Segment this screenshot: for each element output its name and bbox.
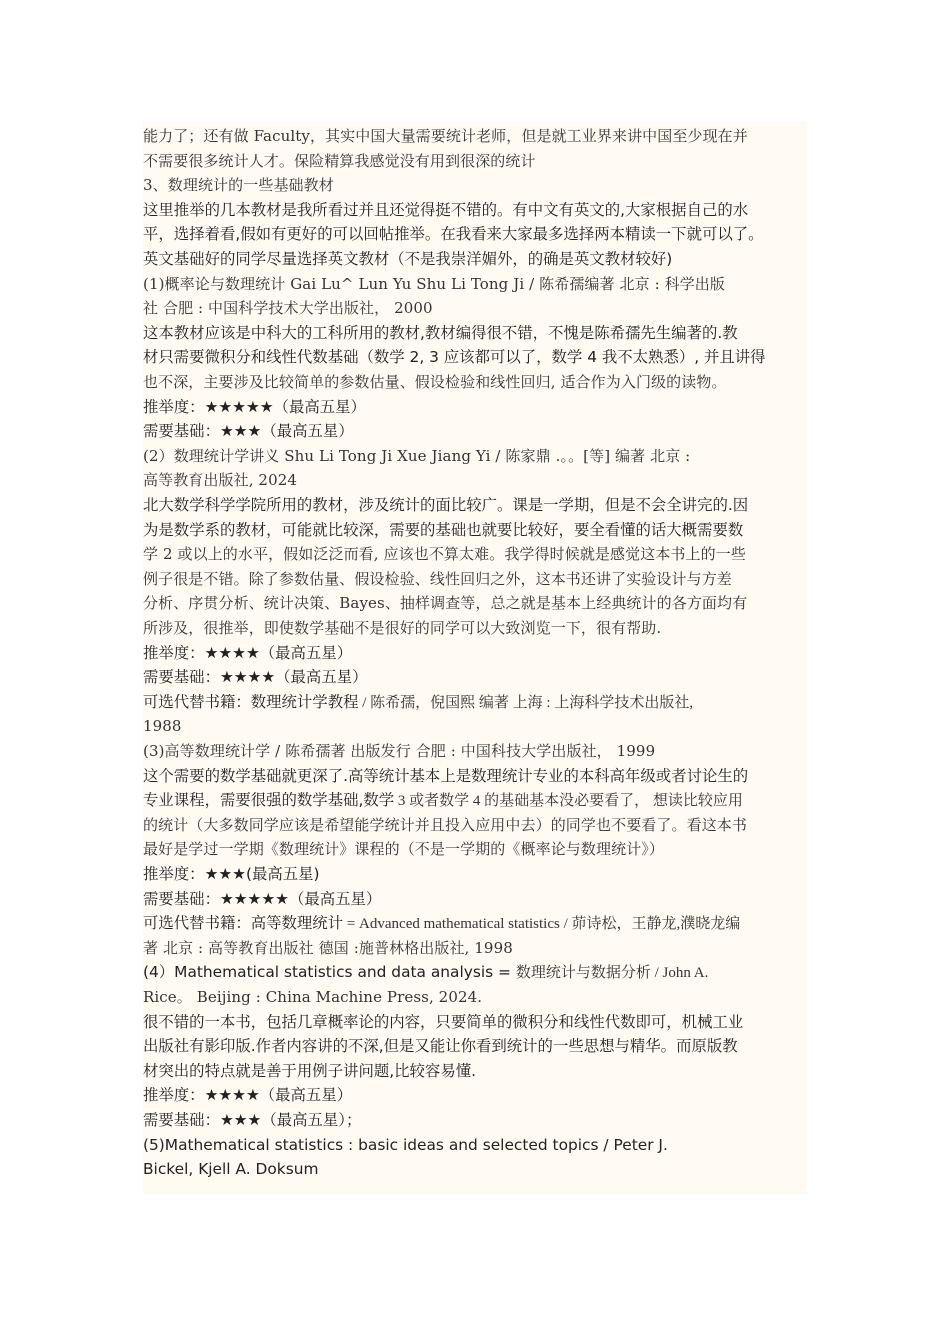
text-line [143, 518, 743, 542]
text-segment: Rice。 Beijing : China Machine Press, 2024. [143, 988, 483, 1006]
text-segment: 推举度：★★★★（最高五星） [143, 1086, 353, 1105]
text-segment: (5)Mathematical statistics : basic ideas and selected topics / Peter J. [143, 1135, 668, 1154]
text-segment: 需要基础：★★★（最高五星） [143, 422, 354, 441]
text-line [143, 345, 766, 369]
text-line [143, 641, 352, 665]
text-segment: 可选代替书籍：高等数理统计 [143, 914, 344, 933]
text-line [143, 739, 655, 763]
text-segment: 平，选择着看,假如有更好的可以回帖推举。在我看来大家最多选择两本精读一下就可以了。 [143, 225, 764, 244]
text-segment: (1)概率论与数理统计 Gai Lu^ Lun Yu Shu Li Tong Ji / 陈希孺编著 北京 : 科学出版 [143, 274, 725, 293]
text-segment: 这个需要的数学基础就更深了.高等统计基本上是数理统计专业的本科高年级或者讨论生的 [143, 766, 749, 785]
text-segment: / 陈希孺，倪国熙 编著 上海 : 上海科学技术出版社, [358, 694, 694, 711]
text-segment: 所涉及，很推举，即使数学基础不是很好的同学可以大致浏览一下，很有帮助. [143, 619, 662, 637]
text-segment: 英文基础好的同学尽量选择英文教材（不是我崇洋媚外，的确是英文教材较好) [143, 250, 673, 268]
text-line [143, 149, 536, 173]
text-line [143, 837, 664, 861]
text-segment: 例子很是不错。除了参数估量、假设检验、线性回归之外，这本书还讲了实验设计与方差 [143, 569, 732, 588]
text-segment: 需要基础：★★★（最高五星）； [143, 1111, 362, 1129]
text-line [143, 1010, 743, 1034]
text-line [143, 764, 748, 788]
text-segment: 可选代替书籍：数理统计学教程 [143, 692, 359, 711]
text-segment: 的统计（大多数同学应该是希望能学统计并且投入应用中去）的同学也不要看了。看这本书 [143, 815, 748, 834]
text-segment: 推举度：★★★(最高五星) [143, 865, 320, 883]
text-segment: 1988 [143, 717, 182, 736]
text-segment: 需要基础：★★★★（最高五星） [143, 668, 368, 687]
text-line [143, 444, 690, 468]
text-line [143, 542, 746, 566]
text-segment: 高等教育出版社, 2024 [143, 471, 298, 490]
text-line [143, 1157, 318, 1181]
text-line [143, 321, 738, 345]
text-segment: 北大数学科学学院所用的教材，涉及统计的面比较广。课是一学期，但是不会全讲完的.因 [143, 496, 749, 514]
text-line [143, 813, 747, 837]
text-line [143, 936, 513, 960]
text-segment: 3、数理统计的一些基础教材 [143, 176, 334, 195]
text-segment: 社 合肥 : 中国科学技术大学出版社， 2000 [143, 299, 433, 318]
text-line [143, 1059, 476, 1083]
text-line [143, 222, 764, 246]
text-line [143, 1083, 352, 1107]
text-line [143, 493, 748, 517]
text-line [143, 665, 368, 689]
text-line [143, 960, 708, 985]
text-line [143, 247, 672, 271]
text-line [143, 419, 354, 443]
text-line [143, 468, 297, 492]
text-line [143, 1133, 668, 1157]
text-line [143, 567, 732, 591]
text-line [143, 370, 727, 394]
text-segment: 这本教材应该是中科大的工科所用的教材,教材编得很不错，不愧是陈希孺先生编著的.教 [143, 323, 738, 342]
text-line [143, 985, 482, 1009]
text-line [143, 296, 433, 320]
text-line [143, 1108, 361, 1132]
text-segment: 这里推举的几本教材是我所看过并且还觉得挺不错的。有中文有英文的,大家根据自己的水 [143, 200, 749, 219]
text-segment: 著 北京 : 高等教育出版社 德国 :施普林格出版社, 1998 [143, 938, 513, 957]
text-line [143, 198, 748, 222]
text-segment: 出版社有影印版.作者内容讲的不深,但是又能让你看到统计的一些思想与精华。而原版教 [143, 1037, 738, 1056]
text-segment: (3)高等数理统计学 / 陈希孺著 出版发行 合肥 : 中国科技大学出版社， 1999 [143, 742, 656, 760]
text-line [143, 862, 320, 886]
text-segment: (4）Mathematical statistics and data analysis = [143, 963, 516, 982]
text-segment: 材突出的特点就是善于用例子讲问题,比较容易懂. [143, 1061, 476, 1080]
text-segment: 最好是学过一学期《数理统计》课程的（不是一学期的《概率论与数理统计》） [143, 840, 665, 859]
text-line [143, 591, 747, 615]
text-segment: 学 2 或以上的水平，假如泛泛而看, 应该也不算太难。我学得时候就是感觉这本书上的一些 [143, 545, 746, 564]
text-segment: 能力了；还有做 Faculty，其实中国大量需要统计老师，但是就工业界来讲中国至少现在并 [143, 127, 748, 145]
document-page [143, 122, 807, 1194]
text-line [143, 616, 661, 640]
text-segment: Bickel, Kjell A. Doksum [143, 1160, 319, 1179]
text-line [143, 714, 182, 738]
text-segment: 推举度：★★★★★（最高五星） [143, 397, 366, 416]
text-line [143, 173, 334, 197]
text-segment: 为是数学系的教材，可能就比较深，需要的基础也就要比较好，要全看懂的话大概需要数 [143, 520, 744, 539]
text-segment: 专业课程，需要很强的数学基础,数学 [143, 791, 395, 810]
text-line [143, 272, 725, 296]
text-segment: 分析、序贯分析、统计决策、Bayes、抽样调查等，总之就是基本上经典统计的各方面均有 [143, 594, 748, 613]
text-segment: 不需要很多统计人才。保险精算我感觉没有用到很深的统计 [143, 151, 536, 170]
text-segment: 需要基础：★★★★★（最高五星） [143, 889, 382, 908]
text-line [143, 1034, 738, 1058]
text-segment: 推举度：★★★★（最高五星） [143, 643, 353, 662]
text-segment: 3 或者数学 4 的基础基本没必要看了， 想读比较应用 [394, 793, 743, 810]
text-line [143, 911, 740, 936]
text-line [143, 690, 693, 715]
text-line [143, 788, 743, 813]
text-segment: = Advanced mathematical statistics / 茆诗松，王静龙,濮晓龙编 [343, 916, 741, 933]
text-segment: 很不错的一本书，包括几章概率论的内容，只要简单的微积分和线性代数即可，机械工业 [143, 1012, 744, 1031]
text-segment: (2）数理统计学讲义 Shu Li Tong Ji Xue Jiang Yi / 陈家鼎 .。。[等] 编著 北京 : [143, 446, 691, 465]
text-segment: 也不深，主要涉及比较简单的参数估量、假设检验和线性回归, 适合作为入门级的读物。 [143, 373, 727, 391]
text-segment: 数理统计与数据分析 / John A. [515, 965, 709, 982]
text-line [143, 395, 366, 419]
text-line [143, 124, 748, 148]
text-line [143, 887, 381, 911]
text-segment: 材只需要微积分和线性代数基础（数学 2, 3 应该都可以了，数学 4 我不太熟悉）, 并且讲得 [143, 348, 766, 367]
